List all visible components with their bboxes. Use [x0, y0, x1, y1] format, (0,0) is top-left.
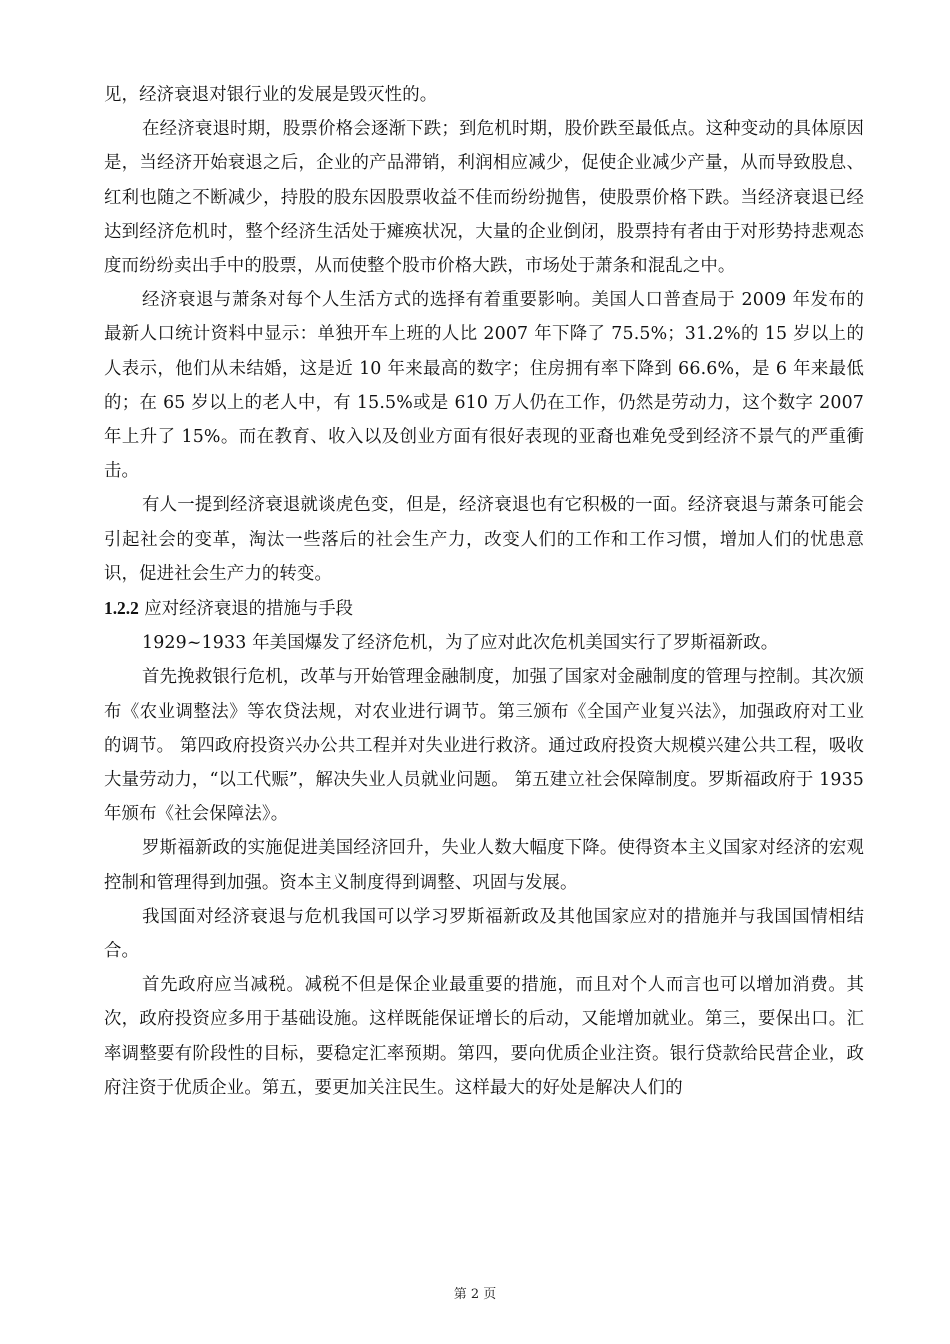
page-body	[104, 78, 864, 1105]
paragraph-china-response: 我国面对经济衰退与危机我国可以学习罗斯福新政及其他国家应对的措施并与我国国情相结合。	[104, 906, 864, 962]
paragraph-positive-side: 有人一提到经济衰退就谈虎色变，但是，经济衰退也有它积极的一面。经济衰退与萧条可能会引起社会的变革，淘汰一些落后的社会生产力，改变人们的工作和工作习惯，增加人们的忧患意识，促进社会生产力的转变。	[104, 495, 864, 584]
paragraph-new-deal-effects: 罗斯福新政的实施促进美国经济回升，失业人数大幅度下降。使得资本主义国家对经济的宏观控制和管理得到加强。资本主义制度得到调整、巩固与发展。	[104, 838, 864, 893]
paragraph-policy-measures: 首先政府应当减税。减税不但是保企业最重要的措施，而且对个人而言也可以增加消费。其次，政府投资应多用于基础设施。这样既能保证增长的后动，又能增加就业。第三，要保出口。汇率调整要有阶段性的目标，要稳定汇率预期。第四，要向优质企业注资。银行贷款给民营企业，政府注资于优质企业。第五，要更加关注民生。这样最大的好处是解决人们的	[104, 975, 864, 1098]
section-number: 1.2.2	[104, 598, 139, 619]
page-number: 第 2 页	[453, 1287, 497, 1302]
paragraph-great-depression: 1929~1933 年美国爆发了经济危机，为了应对此次危机美国实行了罗斯福新政。	[142, 633, 779, 654]
paragraph-stock-prices: 在经济衰退时期，股票价格会逐渐下跌；到危机时期，股价跌至最低点。这种变动的具体原因是，当经济开始衰退之后，企业的产品滞销，利润相应减少，促使企业减少产量，从而导致股息、红利也随之不断减少，持股的股东因股票收益不佳而纷纷抛售，使股票价格下跌。当经济衰退已经达到经济危机时，整个经济生活处于瘫痪状况，大量的企业倒闭，股票持有者由于对形势持悲观态度而纷纷卖出手中的股票，从而使整个股市价格大跌，市场处于萧条和混乱之中。	[104, 119, 864, 277]
paragraph-census-statistics: 经济衰退与萧条对每个人生活方式的选择有着重要影响。美国人口普查局于 2009 年发布的最新人口统计资料中显示：单独开车上班的人比 2007 年下降了 75.5%；31.2%的 15 岁以上的人表示，他们从未结婚，这是近 10 年来最高的数字；住房拥有率下降到 66.6%，是 6 年来最低的；在 65 岁以上的老人中，有 15.5%或是 610 万人仍在工作，仍然是劳动力，这个数字 2007 年上升了 15%。而在教育、收入以及创业方面有很好表现的亚裔也难免受到经济不景气的严重衝击。	[104, 290, 864, 482]
paragraph-continuation: 见，经济衰退对银行业的发展是毁灭性的。	[104, 85, 438, 105]
section-title: 应对经济衰退的措施与手段	[138, 599, 353, 620]
section-heading	[104, 591, 864, 626]
paragraph-new-deal-measures: 首先挽救银行危机，改革与开始管理金融制度，加强了国家对金融制度的管理与控制。其次颁布《农业调整法》等农贷法规，对农业进行调节。第三颁布《全国产业复兴法》，加强政府对工业的调节。 第四政府投资兴办公共工程并对失业进行救济。通过政府投资大规模兴建公共工程，吸收大量劳动力，“以工代赈”，解决失业人员就业问题。 第五建立社会保障制度。罗斯福政府于 1935 年颁布《社会保障法》。	[104, 667, 864, 825]
